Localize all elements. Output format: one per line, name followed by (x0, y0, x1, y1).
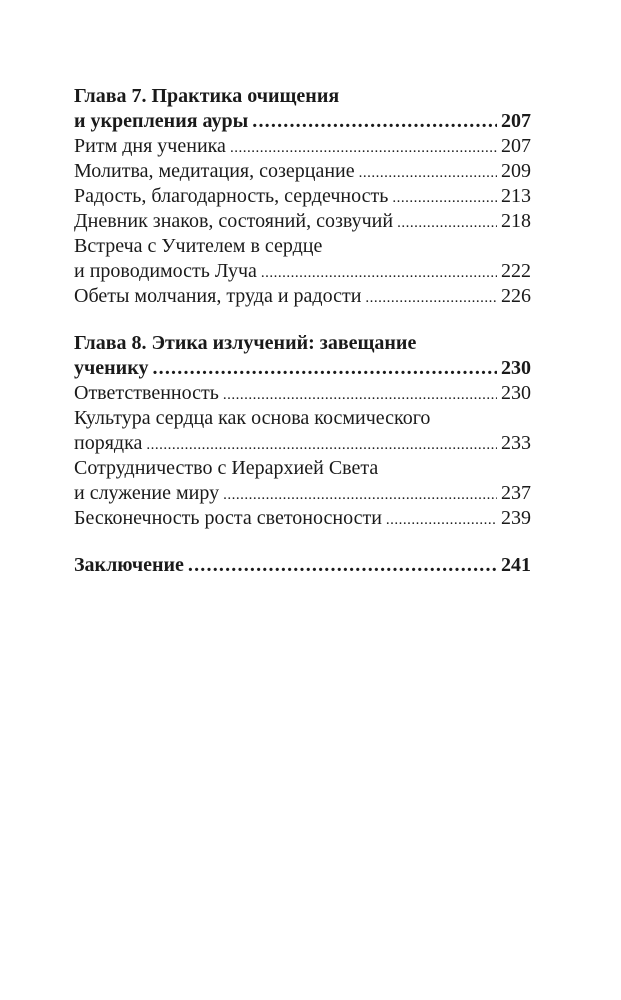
entry-title: Радость, благодарность, сердечность (74, 185, 389, 207)
toc-entry[interactable] (74, 381, 531, 406)
toc-section-chapter-7 (74, 84, 531, 309)
toc-entry[interactable] (74, 431, 531, 456)
page-number: 226 (501, 285, 531, 307)
entry-title-line (74, 406, 531, 431)
entry-title-line (74, 234, 531, 259)
entry-title: Дневник знаков, состояний, созвучий (74, 210, 394, 232)
page-number: 207 (501, 110, 531, 132)
entry-title-line (74, 456, 531, 481)
chapter-title (74, 331, 531, 356)
entry-title: порядка (74, 432, 143, 454)
dot-leader (152, 356, 497, 381)
page-number: 241 (501, 554, 531, 576)
page-number: 207 (501, 135, 531, 157)
dot-leader (223, 483, 497, 508)
dot-leader (359, 161, 497, 186)
toc-entry[interactable] (74, 284, 531, 309)
table-of-contents (74, 84, 531, 600)
dot-leader (252, 109, 497, 134)
toc-entry[interactable] (74, 356, 531, 381)
dot-leader (386, 508, 497, 533)
toc-entry[interactable] (74, 184, 531, 209)
toc-section-conclusion (74, 553, 531, 578)
dot-leader (188, 553, 497, 578)
entry-title: Ритм дня ученика (74, 135, 226, 157)
dot-leader (230, 136, 497, 161)
page-number: 237 (501, 482, 531, 504)
entry-title: Обеты молчания, труда и радости (74, 285, 362, 307)
page-number: 230 (501, 382, 531, 404)
chapter-title-line: ученику (74, 357, 149, 379)
toc-entry[interactable] (74, 553, 531, 578)
chapter-title (74, 84, 531, 109)
chapter-title-line: Заключение (74, 554, 184, 576)
dot-leader (397, 211, 497, 236)
dot-leader (146, 433, 497, 458)
page-number: 209 (501, 160, 531, 182)
chapter-title-line: Глава 7. Практика очищения (74, 85, 340, 107)
toc-entry[interactable] (74, 481, 531, 506)
entry-title: Бесконечность роста светоносности (74, 507, 382, 529)
entry-title: Культура сердца как основа космического (74, 407, 431, 429)
page-number: 239 (501, 507, 531, 529)
entry-title: и проводимость Луча (74, 260, 257, 282)
page-number: 233 (501, 432, 531, 454)
page-number: 213 (501, 185, 531, 207)
toc-entry[interactable] (74, 259, 531, 284)
entry-title: Молитва, медитация, созерцание (74, 160, 355, 182)
dot-leader (223, 383, 497, 408)
entry-title: и служение миру (74, 482, 220, 504)
toc-entry[interactable] (74, 506, 531, 531)
toc-section-chapter-8 (74, 331, 531, 531)
entry-title: Встреча с Учителем в сердце (74, 235, 323, 257)
page-number: 222 (501, 260, 531, 282)
dot-leader (261, 261, 497, 286)
toc-entry[interactable] (74, 209, 531, 234)
page-number: 230 (501, 357, 531, 379)
dot-leader (365, 286, 497, 311)
entry-title: Ответственность (74, 382, 219, 404)
page-number: 218 (501, 210, 531, 232)
toc-entry[interactable] (74, 159, 531, 184)
dot-leader (392, 186, 497, 211)
chapter-title-line: Глава 8. Этика излучений: завещание (74, 332, 417, 354)
entry-title: Сотрудничество с Иерархией Света (74, 457, 379, 479)
toc-entry[interactable] (74, 109, 531, 134)
chapter-title-line: и укрепления ауры (74, 110, 249, 132)
toc-entry[interactable] (74, 134, 531, 159)
